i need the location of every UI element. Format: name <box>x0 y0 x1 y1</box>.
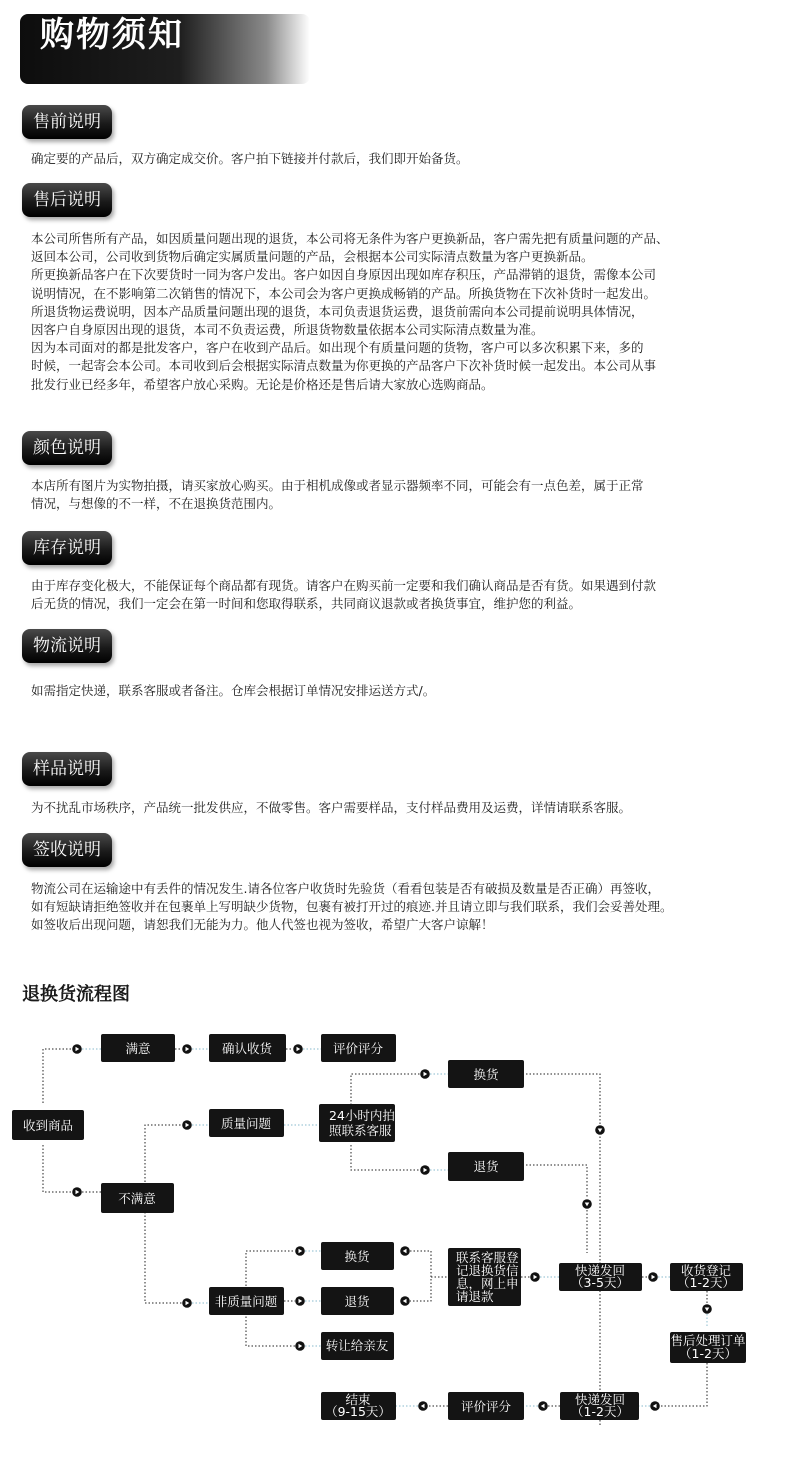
flow-node-rate-bottom <box>448 1392 524 1420</box>
connector-unsatisfied-quality <box>145 1125 182 1182</box>
arrow-right-icon <box>295 1246 305 1256</box>
flow-node-label: 照联系客服 <box>329 1123 392 1138</box>
flow-node-label: 联系客服登 <box>456 1250 519 1265</box>
flow-node-label: 收到商品 <box>22 1118 74 1133</box>
section-tab-presale <box>22 105 112 139</box>
flow-node-confirm <box>209 1034 286 1062</box>
section-text-sample: 为不扰乱市场秩序，产品统一批发供应，不做零售。客户需要样品，支付样品费用及运费，详情请联系客服。 <box>31 800 632 815</box>
arrow-down-icon <box>702 1304 712 1314</box>
flow-node-nonquality <box>209 1287 284 1315</box>
flow-node-ship-back <box>560 1392 639 1420</box>
flow-node-photo <box>319 1104 395 1142</box>
flow-node-label: 换货 <box>344 1249 370 1264</box>
flow-node-label: 24小时内拍 <box>329 1108 395 1123</box>
arrow-left-icon <box>400 1296 410 1306</box>
flow-node-ship-in <box>559 1263 642 1291</box>
flow-node-label: （3-5天） <box>571 1275 629 1290</box>
flow-node-label: （1-2天） <box>571 1404 629 1419</box>
section-tab-label: 签收说明 <box>33 840 101 860</box>
section-tab-logistics <box>22 629 112 663</box>
connector-unsatisfied-nonquality <box>145 1205 182 1303</box>
flow-node-label: 快递发回 <box>574 1392 626 1407</box>
section-tab-label: 售前说明 <box>33 112 101 132</box>
section-text-stock: 由于库存变化极大，不能保证每个商品都有现货。请客户在购买前一定要和我们确认商品是否有货。如果遇到付款 后无货的情况，我们一定会在第一时间和您取得联系，共同商议退款或者换货事宜，维护您的利益。 <box>31 578 657 612</box>
arrow-right-icon <box>182 1298 192 1308</box>
flow-node-return-quality <box>448 1152 524 1181</box>
section-tab-label: 颜色说明 <box>33 438 101 458</box>
section-text-presale: 确定要的产品后，双方确定成交价。客户拍下链接并付款后，我们即开始备货。 <box>31 151 469 166</box>
section-tab-label: 售后说明 <box>33 190 101 210</box>
flow-node-label: 收货登记 <box>680 1263 732 1278</box>
arrow-right-icon <box>295 1341 305 1351</box>
arrow-right-icon <box>293 1044 303 1054</box>
flow-node-receive <box>12 1110 84 1140</box>
flow-node-label: 快递发回 <box>574 1263 626 1278</box>
flow-node-satisfied <box>101 1034 175 1062</box>
section-tab-label: 样品说明 <box>33 759 101 779</box>
flow-node-label: 退货 <box>344 1294 370 1309</box>
arrow-right-icon <box>648 1272 658 1282</box>
flow-node-rate-top <box>321 1034 396 1062</box>
flow-chart-title: 退换货流程图 <box>22 984 130 1005</box>
flow-node-label: 非质量问题 <box>214 1294 278 1309</box>
connector-exchange-ship <box>526 1074 600 1425</box>
flow-node-label: 转让给亲友 <box>325 1338 389 1353</box>
arrow-right-icon <box>72 1044 82 1054</box>
flow-node-label: （1-2天） <box>679 1346 737 1361</box>
flow-node-logged <box>670 1263 743 1291</box>
section-tab-sample <box>22 752 112 786</box>
flow-node-exchange-nonquality <box>321 1242 394 1270</box>
section-text-color: 本店所有图片为实物拍摄，请买家放心购买。由于相机成像或者显示器频率不同，可能会有一点色差，属于正常 情况，与想像的不一样，不在退换货范围内。 <box>31 478 644 512</box>
arrow-right-icon <box>420 1069 430 1079</box>
connector-register-merge <box>410 1251 431 1301</box>
flow-node-return-nonquality <box>321 1287 394 1315</box>
section-tab-color <box>22 431 112 465</box>
section-text-logistics: 如需指定快递，联系客服或者备注。仓库会根据订单情况安排运送方式/。 <box>31 683 436 698</box>
arrow-left-icon <box>400 1246 410 1256</box>
flow-node-label: 息，网上申 <box>456 1276 519 1291</box>
connector-process-shipback <box>660 1363 707 1406</box>
section-text-signing: 物流公司在运输途中有丢件的情况发生.请各位客户收货时先验货（看看包装是否有破损及数量是否正确）再签收， 如有短缺请拒绝签收并在包裹单上写明缺少货物，包裹有被打开过的痕迹.并且请立即与我们联系，我们会妥善处理。 如签收后出现问题，请恕我们无能为力。他人代签也视为签收，希望广大客户谅解！ <box>31 881 673 933</box>
flow-node-label: 满意 <box>125 1041 151 1056</box>
connector-receive-unsatisfied <box>43 1145 72 1192</box>
section-text-aftersale: 本公司所售所有产品，如因质量问题出现的退货，本公司将无条件为客户更换新品，客户需先把有质量问题的产品、 返回本公司，公司收到货物后确定实属质量问题的产品，会根据本公司实际清点数量为客户更换新品。 所更换新品客户在下次要货时一同为客户发出。客户如因自身原因出现如库存积压，产品滞销的退货，需像本公司 说明情况，在不影响第二次销售的情况下，本公司会为客户更换成畅销的产品。所换货物在下次补货时一起发出。 所退货物运费说明，因本产品质量问题出现的退货，本司负责退货运费，退货前需向本公司提前说明具体情况， 因客户自身原因出现的退货，本司不负责运费，所退货物数量依据本公司实际清点数量为准。 因为本司面对的都是批发客户，客户在收到产品后。如出现个有质量问题的货物，客户可以多次积累下来，多的 时候，一起寄会本公司。本司收到后会根据实际清点数量为你更换的产品客户下次补货时候一起发出。本公司从事 批发行业已经多年，希望客户放心采购。无论是价格还是售后请大家放心选购商品。 <box>31 231 669 392</box>
flow-node-process <box>670 1332 746 1363</box>
connector-receive-satisfied <box>43 1049 72 1103</box>
section-tab-label: 库存说明 <box>33 538 101 558</box>
section-tab-aftersale <box>22 183 112 217</box>
arrow-down-icon <box>582 1199 592 1209</box>
connector-photo-exchange <box>351 1074 420 1105</box>
flow-node-label: 售后处理订单 <box>670 1333 746 1348</box>
arrow-right-icon <box>182 1120 192 1130</box>
connector-photo-return <box>351 1145 420 1170</box>
flow-node-label: 评价评分 <box>332 1041 384 1056</box>
flow-node-label: 评价评分 <box>460 1399 512 1414</box>
section-tab-stock <box>22 531 112 565</box>
section-tab-label: 物流说明 <box>33 636 101 656</box>
flow-node-label: 确认收货 <box>221 1041 273 1056</box>
flow-node-quality <box>209 1109 284 1137</box>
flow-node-unsatisfied <box>101 1183 174 1213</box>
page-title: 购物须知 <box>40 15 184 55</box>
arrow-left-icon <box>538 1401 548 1411</box>
flow-node-label: （9-15天） <box>325 1404 391 1419</box>
arrow-down-icon <box>595 1125 605 1135</box>
connector-nonquality-gift <box>246 1313 295 1346</box>
flow-node-label: 不满意 <box>118 1191 156 1206</box>
flow-node-label: 记退换货信 <box>456 1263 519 1278</box>
flow-node-exchange-quality <box>448 1060 524 1088</box>
flow-node-label: 退货 <box>473 1159 499 1174</box>
arrow-right-icon <box>182 1044 192 1054</box>
connector-nonquality-exchange <box>246 1251 295 1293</box>
flow-node-label: （1-2天） <box>677 1275 735 1290</box>
arrow-right-icon <box>530 1272 540 1282</box>
flow-node-label: 请退款 <box>456 1289 494 1304</box>
flow-node-label: 结束 <box>345 1392 371 1407</box>
flow-node-label: 质量问题 <box>220 1116 272 1131</box>
flow-node-register <box>448 1248 521 1306</box>
arrow-left-icon <box>650 1401 660 1411</box>
section-tab-signing <box>22 833 112 867</box>
connector-return-ship <box>526 1165 587 1198</box>
arrow-right-icon <box>295 1296 305 1306</box>
flow-node-end <box>321 1392 396 1420</box>
arrow-left-icon <box>418 1401 428 1411</box>
flow-node-label: 换货 <box>473 1067 499 1082</box>
return-flow-diagram <box>0 1020 790 1460</box>
arrow-right-icon <box>72 1187 82 1197</box>
arrow-right-icon <box>420 1165 430 1175</box>
flow-node-gift <box>321 1332 394 1360</box>
